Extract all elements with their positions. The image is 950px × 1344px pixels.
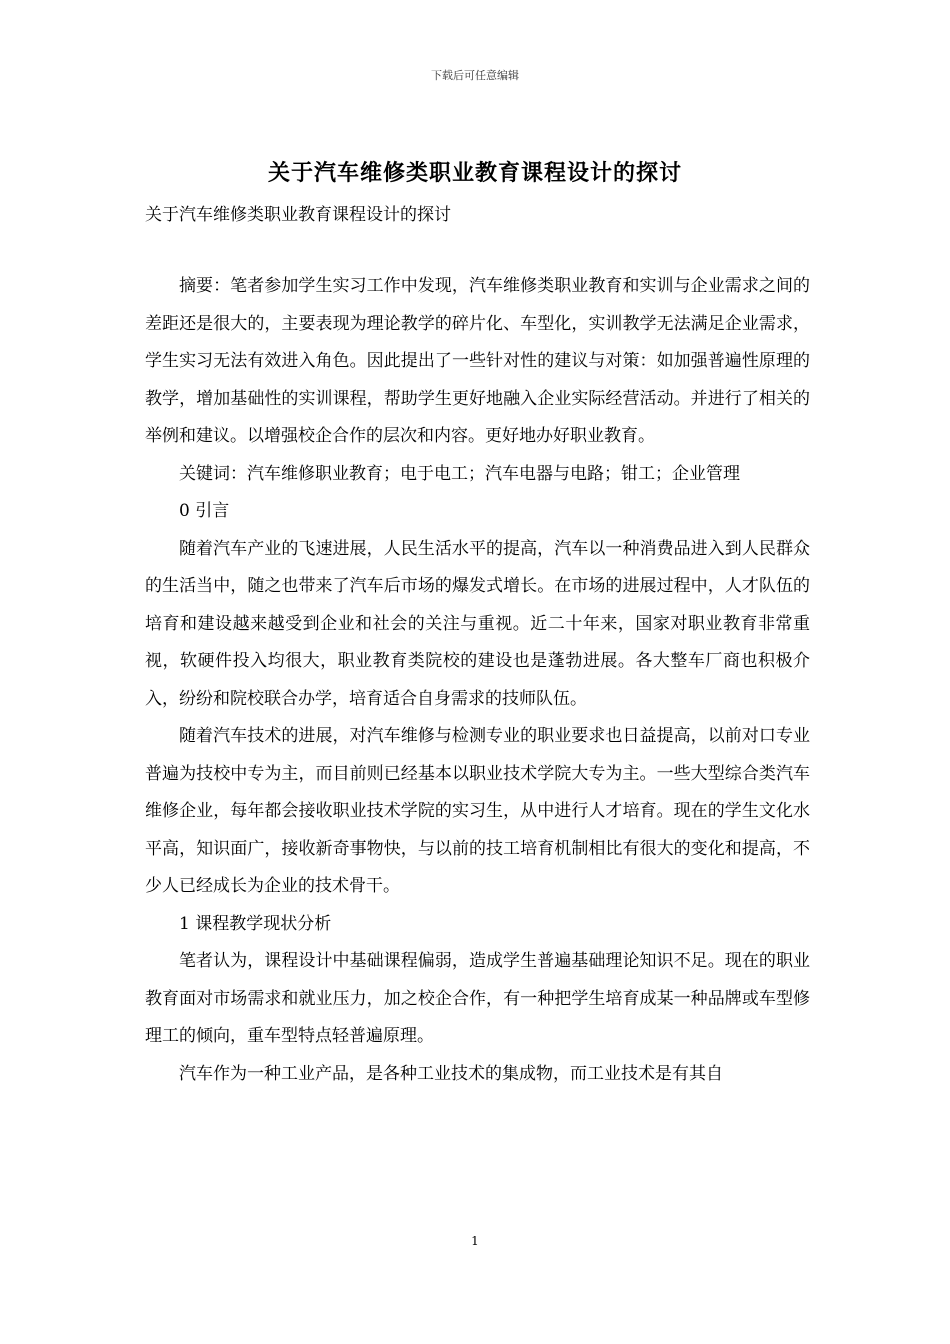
section-heading-analysis: 1 课程教学现状分析 xyxy=(179,913,332,934)
section-heading-intro: 0 引言 xyxy=(179,501,230,521)
document-body xyxy=(145,268,810,1093)
document-title: 关于汽车维修类职业教育课程设计的探讨 xyxy=(267,160,682,186)
page-number: 1 xyxy=(471,1234,479,1248)
abstract-paragraph: 摘要：笔者参加学生实习工作中发现，汽车维修类职业教育和实训与企业需求之间的差距还是很大的，主要表现为理论教学的碎片化、车型化，实训教学无法满足企业需求，学生实习无法有效进入角色。因此提出了一些针对性的建议与对策：如加强普遍性原理的教学，增加基础性的实训课程，帮助学生更好地融入企业实际经营活动。并进行了相关的举例和建议。以增强校企合作的层次和内容。更好地办好职业教育。 xyxy=(145,276,810,446)
body-paragraph: 随着汽车产业的飞速进展，人民生活水平的提高，汽车以一种消费品进入到人民群众的生活当中，随之也带来了汽车后市场的爆发式增长。在市场的进展过程中，人才队伍的培育和建设越来越受到企业和社会的关注与重视。近二十年来，国家对职业教育非常重视，软硬件投入均很大，职业教育类院校的建设也是蓬勃进展。各大整车厂商也积极介入，纷纷和院校联合办学，培育适合自身需求的技师队伍。 xyxy=(145,538,810,709)
document-subtitle: 关于汽车维修类职业教育课程设计的探讨 xyxy=(145,205,451,225)
body-paragraph: 笔者认为，课程设计中基础课程偏弱，造成学生普遍基础理论知识不足。现在的职业教育面对市场需求和就业压力，加之校企合作，有一种把学生培育成某一种品牌或车型修理工的倾向，重车型特点轻普遍原理。 xyxy=(145,951,810,1046)
keywords-paragraph: 关键词：汽车维修职业教育；电于电工；汽车电器与电路；钳工；企业管理 xyxy=(179,463,740,484)
body-paragraph: 随着汽车技术的进展，对汽车维修与检测专业的职业要求也日益提高，以前对口专业普遍为技校中专为主，而目前则已经基本以职业技术学院大专为主。一些大型综合类汽车维修企业，每年都会接收职业技术学院的实习生，从中进行人才培育。现在的学生文化水平高，知识面广，接收新奇事物快，与以前的技工培育机制相比有很大的变化和提高，不少人已经成长为企业的技术骨干。 xyxy=(145,726,810,896)
body-paragraph: 汽车作为一种工业产品，是各种工业技术的集成物，而工业技术是有其自 xyxy=(179,1063,723,1084)
page-header: 下载后可任意编辑 xyxy=(431,69,519,82)
